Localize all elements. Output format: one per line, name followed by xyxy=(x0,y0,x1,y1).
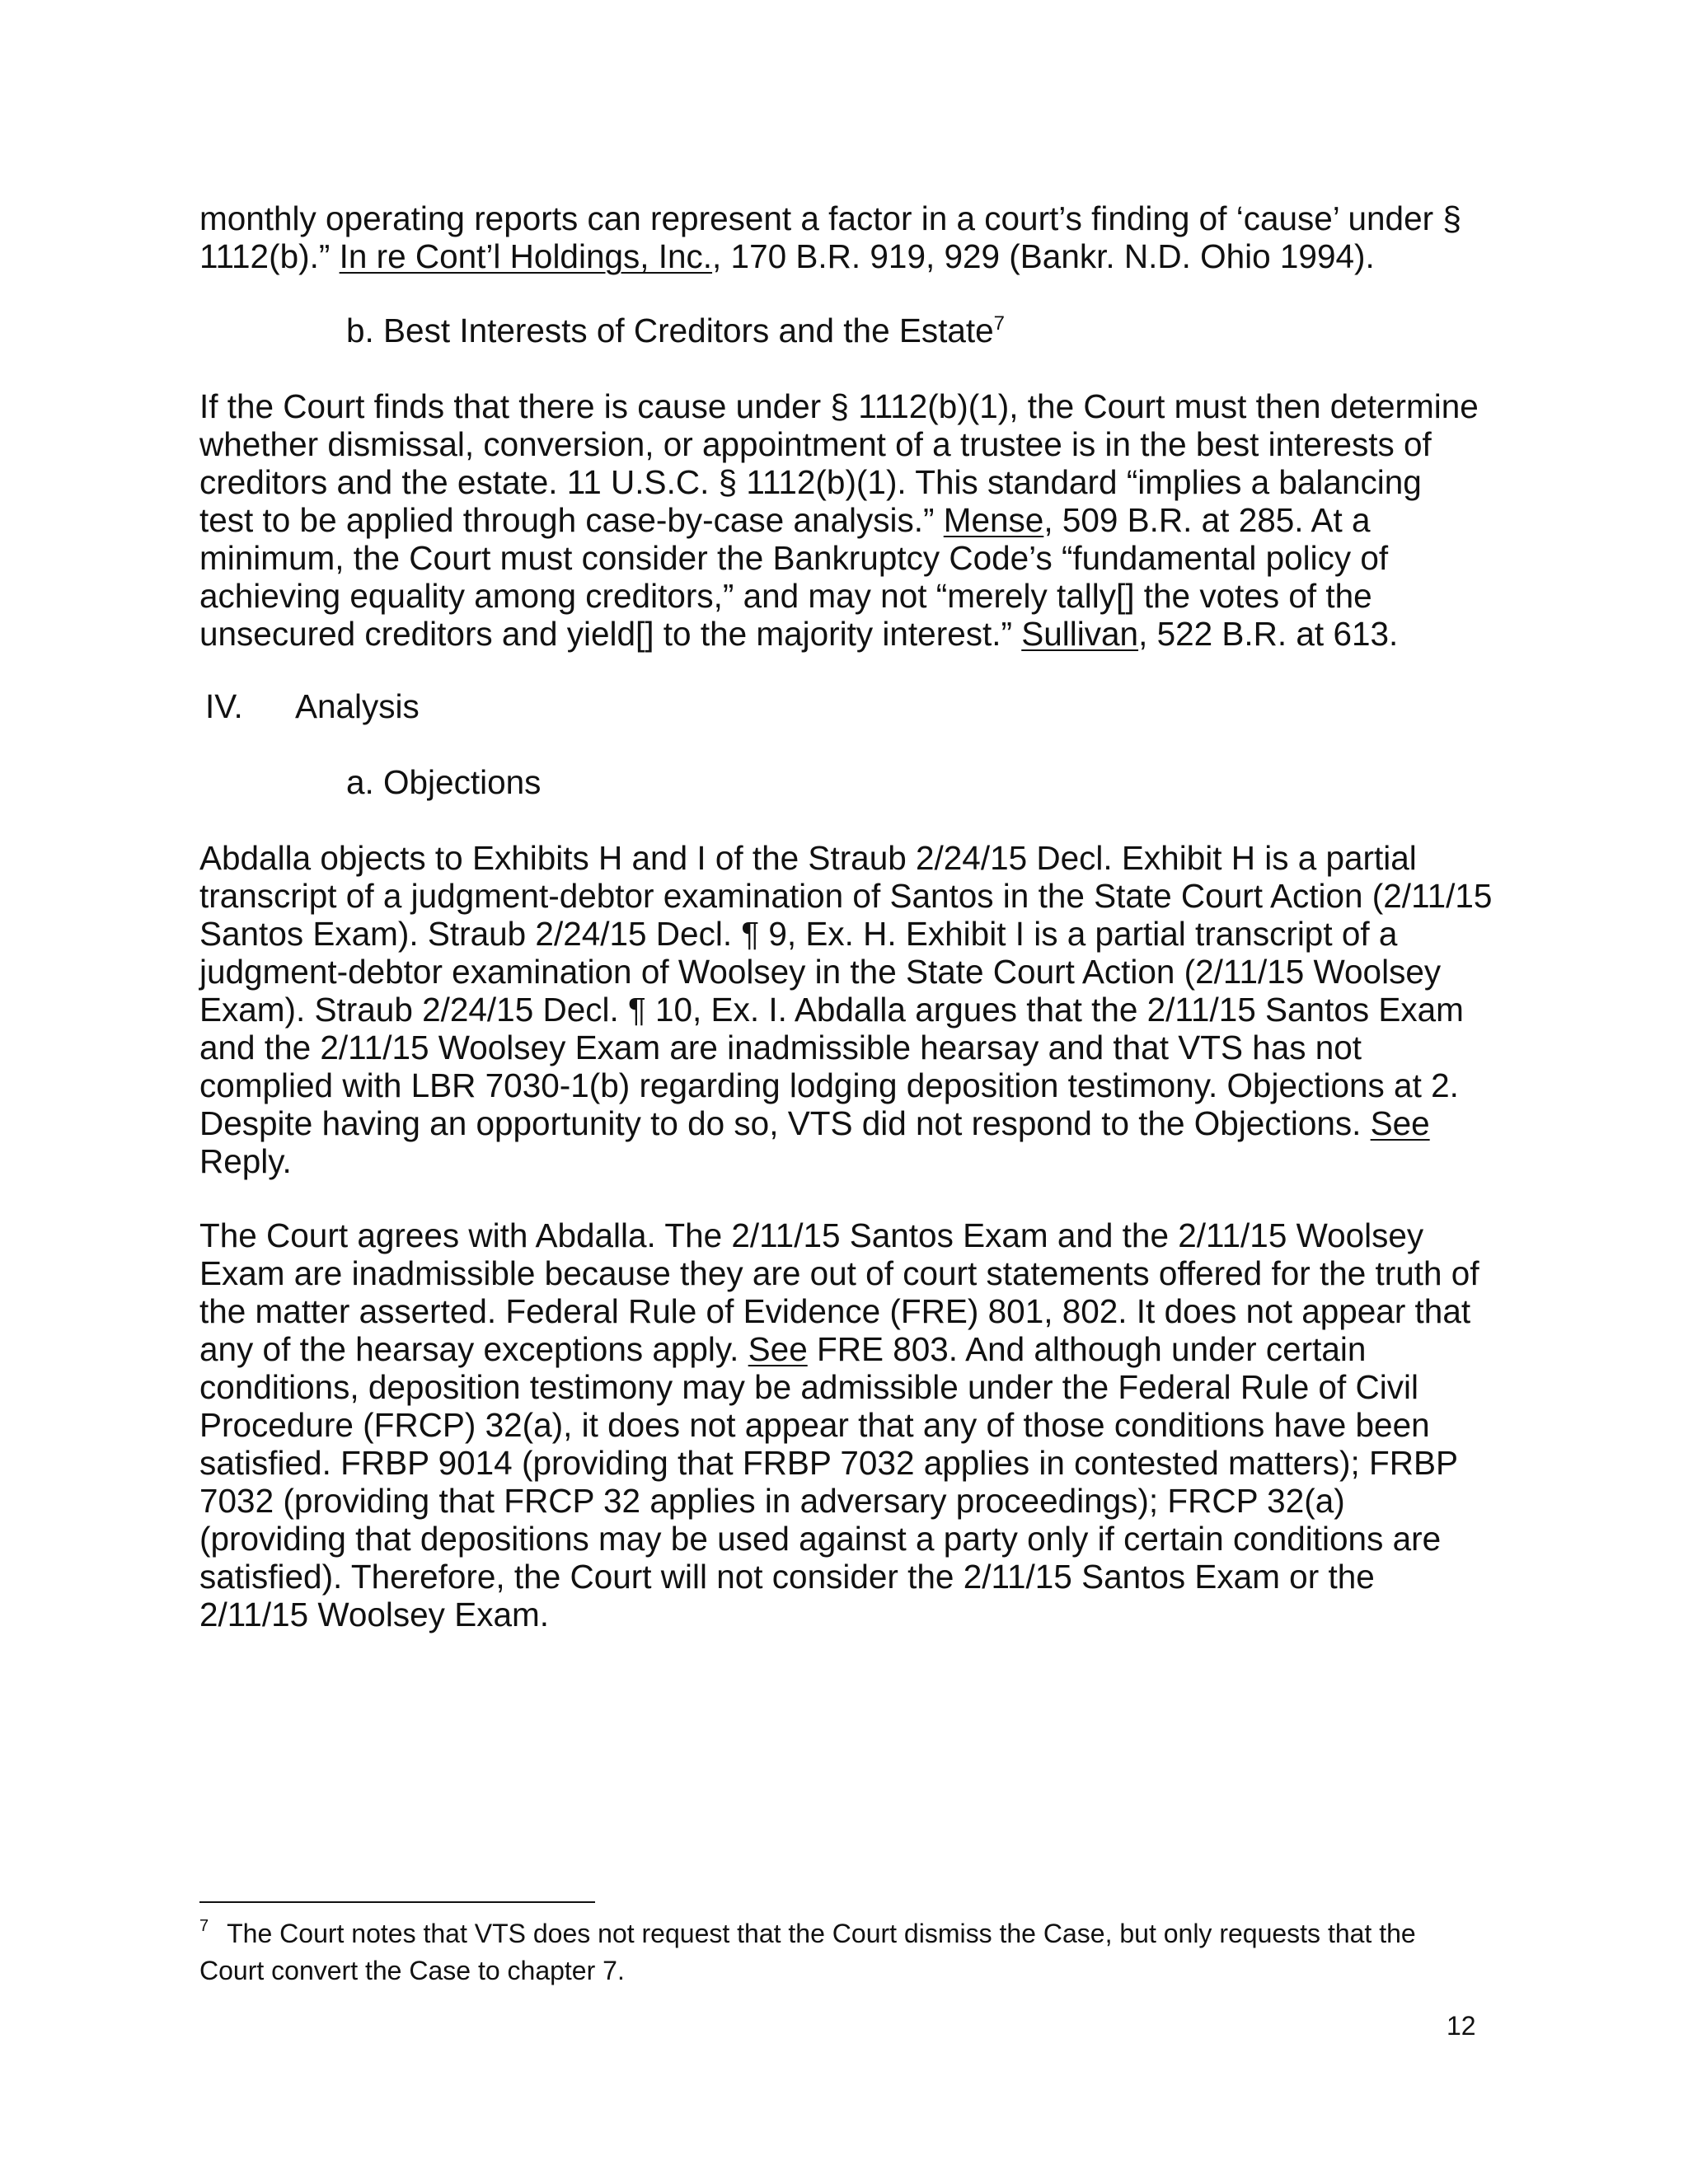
page-number: 12 xyxy=(1447,2011,1476,2041)
text-line xyxy=(199,615,1502,653)
text-fragment: , 170 B.R. 919, 929 (Bankr. N.D. Ohio 1994). xyxy=(712,237,1375,275)
text-line: Santos Exam). Straub 2/24/15 Decl. ¶ 9, Ex. H. Exhibit I is a partial transcript of a xyxy=(199,915,1398,953)
paragraph-cause-reports xyxy=(199,199,1502,275)
text-fragment: test to be applied through case-by-case analysis.” xyxy=(199,501,944,539)
section-numeral: IV. xyxy=(205,687,243,725)
text-fragment: FRE 803. And although under certain xyxy=(807,1330,1367,1368)
footnote-7 xyxy=(199,1917,1518,1987)
text-line xyxy=(199,1104,1502,1142)
text-fragment: 1112(b).” xyxy=(199,237,340,275)
text-line: satisfied. FRBP 9014 (providing that FRBP 7032 applies in contested matters); FRBP xyxy=(199,1444,1459,1482)
text-line: Reply. xyxy=(199,1142,292,1180)
text-line: The Court agrees with Abdalla. The 2/11/15 Santos Exam and the 2/11/15 Woolsey xyxy=(199,1216,1424,1254)
paragraph-objections xyxy=(199,839,1502,1180)
text-line: judgment-debtor examination of Woolsey in the State Court Action (2/11/15 Woolsey xyxy=(199,953,1442,991)
text-line: monthly operating reports can represent a factor in a court’s finding of ‘cause’ under § xyxy=(199,199,1461,237)
heading-label: Analysis xyxy=(295,687,420,725)
heading-label: b. Best Interests of Creditors and the Estate xyxy=(346,312,994,349)
text-line: (providing that depositions may be used against a party only if certain conditions are xyxy=(199,1520,1442,1558)
text-line: achieving equality among creditors,” and may not “merely tally[] the votes of the xyxy=(199,577,1372,615)
section-heading-best-interests xyxy=(346,312,1005,349)
section-heading-analysis xyxy=(205,687,243,725)
text-line: minimum, the Court must consider the Bankruptcy Code’s “fundamental policy of xyxy=(199,539,1389,577)
paragraph-best-interests xyxy=(199,387,1502,653)
text-line: transcript of a judgment-debtor examination of Santos in the State Court Action (2/11/15 xyxy=(199,877,1493,915)
text-line: whether dismissal, conversion, or appointment of a trustee is in the best interests of xyxy=(199,425,1432,463)
signal-see: See xyxy=(1370,1104,1430,1142)
text-line: Court convert the Case to chapter 7. xyxy=(199,1956,625,1985)
footnote-reference: 7 xyxy=(993,312,1006,335)
text-line: and the 2/11/15 Woolsey Exam are inadmissible hearsay and that VTS has not xyxy=(199,1029,1362,1066)
text-line: If the Court finds that there is cause under § 1112(b)(1), the Court must then determine xyxy=(199,387,1479,425)
text-line: conditions, deposition testimony may be admissible under the Federal Rule of Civil xyxy=(199,1368,1419,1406)
text-line xyxy=(199,501,1502,539)
text-line: complied with LBR 7030-1(b) regarding lodging deposition testimony. Objections at 2. xyxy=(199,1066,1459,1104)
text-fragment: , 509 B.R. at 285. At a xyxy=(1043,501,1371,539)
case-citation: Sullivan xyxy=(1021,615,1139,653)
text-line: creditors and the estate. 11 U.S.C. § 1112(b)(1). This standard “implies a balancing xyxy=(199,463,1422,501)
footnote-mark: 7 xyxy=(199,1917,209,1935)
text-line: Abdalla objects to Exhibits H and I of the Straub 2/24/15 Decl. Exhibit H is a partial xyxy=(199,839,1417,877)
text-line xyxy=(199,1917,1518,1954)
text-line: 2/11/15 Woolsey Exam. xyxy=(199,1596,549,1633)
text-fragment: Despite having an opportunity to do so, VTS did not respond to the Objections. xyxy=(199,1104,1371,1142)
signal-see: See xyxy=(748,1330,808,1368)
text-line xyxy=(199,237,1502,275)
section-heading-objections xyxy=(346,763,541,801)
text-line: 7032 (providing that FRCP 32 applies in adversary proceedings); FRCP 32(a) xyxy=(199,1482,1345,1520)
paragraph-court-agrees xyxy=(199,1216,1502,1633)
section-heading-analysis-label xyxy=(295,687,420,725)
text-line: the matter asserted. Federal Rule of Evidence (FRE) 801, 802. It does not appear that xyxy=(199,1292,1471,1330)
text-line: Exam). Straub 2/24/15 Decl. ¶ 10, Ex. I. Abdalla argues that the 2/11/15 Santos Exam xyxy=(199,991,1464,1029)
text-line xyxy=(199,1330,1502,1368)
text-line: satisfied). Therefore, the Court will not consider the 2/11/15 Santos Exam or the xyxy=(199,1558,1375,1596)
text-fragment: The Court notes that VTS does not request that the Court dismiss the Case, but only requests that the xyxy=(227,1919,1416,1948)
text-fragment: unsecured creditors and yield[] to the majority interest.” xyxy=(199,615,1022,653)
text-fragment: any of the hearsay exceptions apply. xyxy=(199,1330,748,1368)
heading-label: a. Objections xyxy=(346,763,542,801)
text-line: Exam are inadmissible because they are out of court statements offered for the truth of xyxy=(199,1254,1479,1292)
text-line: Procedure (FRCP) 32(a), it does not appear that any of those conditions have been xyxy=(199,1406,1430,1444)
footnote-separator xyxy=(199,1901,595,1903)
case-citation: Mense xyxy=(943,501,1044,539)
text-fragment: , 522 B.R. at 613. xyxy=(1138,615,1399,653)
case-citation: In re Cont’l Holdings, Inc. xyxy=(339,237,713,275)
